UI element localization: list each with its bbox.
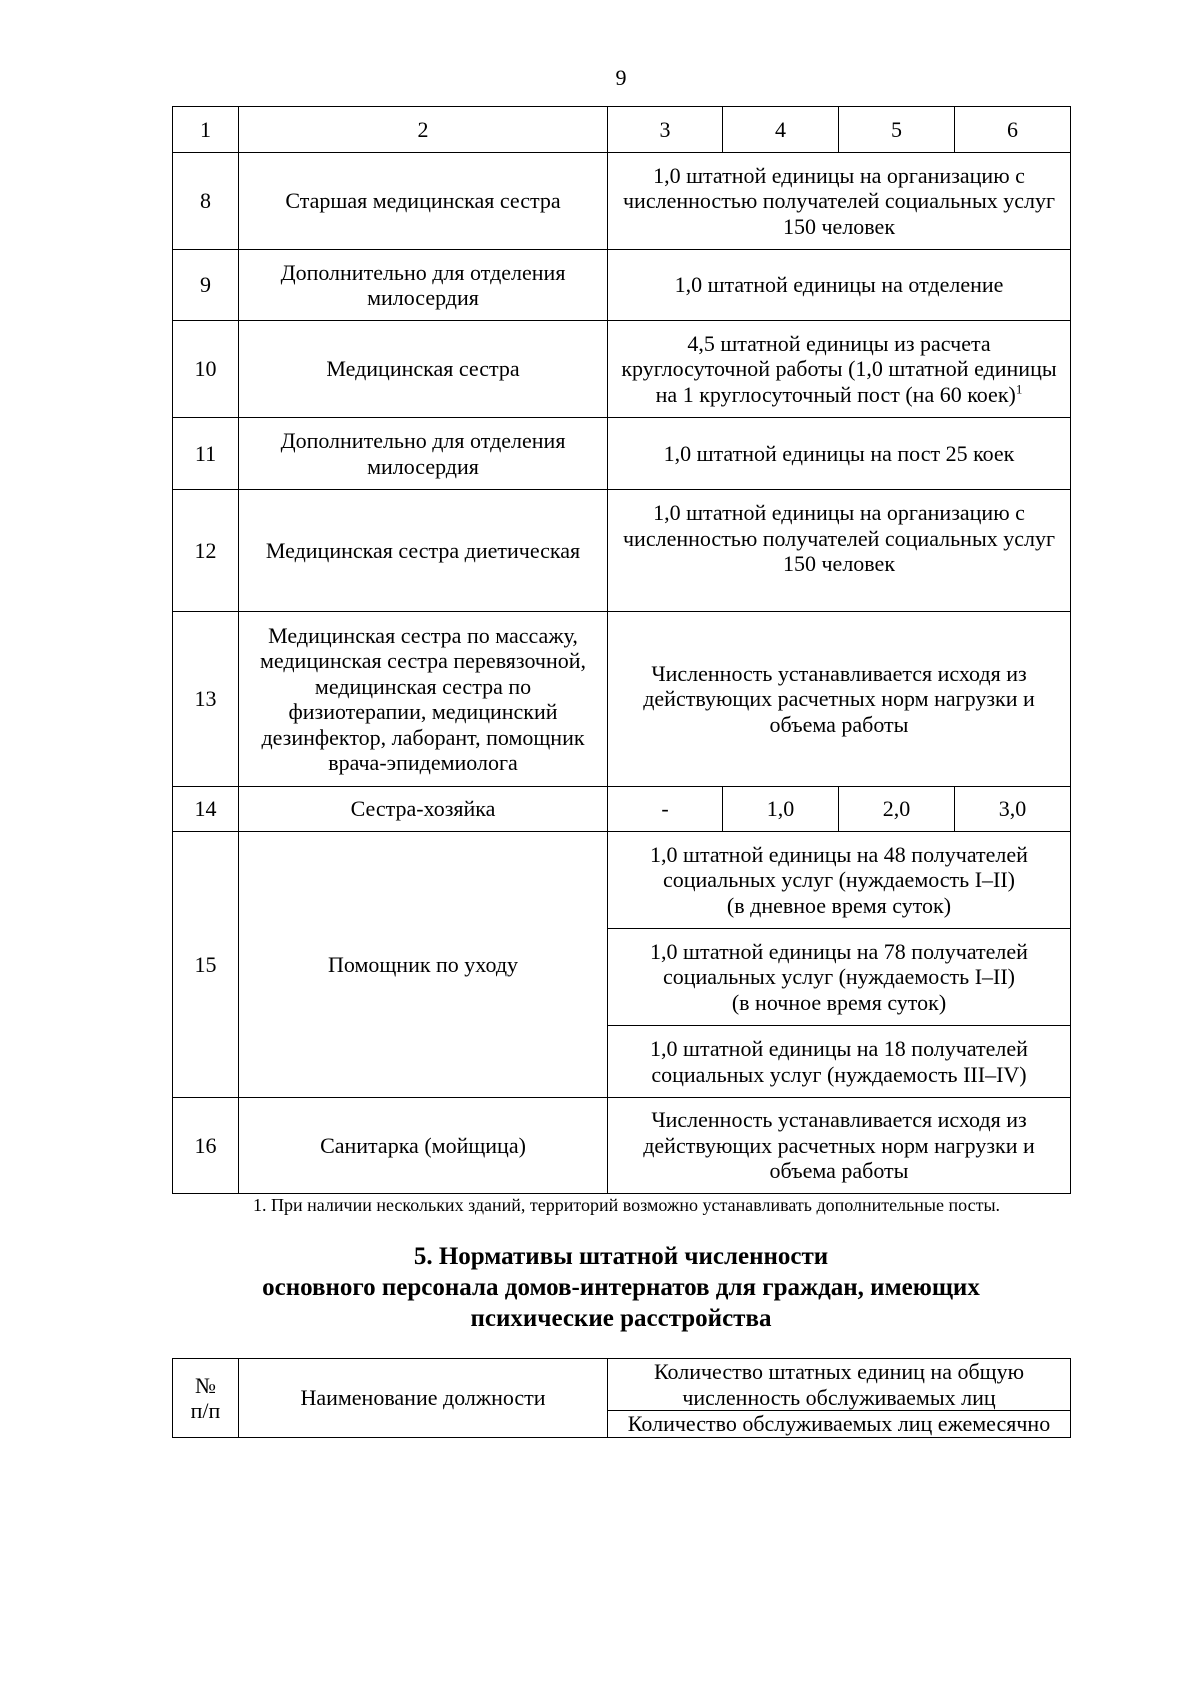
served-persons-header-cell: Количество обслуживаемых лиц ежемесячно [608, 1411, 1071, 1438]
staff-norm-cell: Численность устанавливается исходя из действующих расчетных норм нагрузки и объема работы [608, 612, 1071, 787]
column-number-cell: 4 [723, 107, 839, 153]
position-name-cell: Сестра-хозяйка [239, 787, 608, 832]
position-name-cell: Старшая медицинская сестра [239, 153, 608, 250]
staff-norm-cell: Численность устанавливается исходя из действующих расчетных норм нагрузки и объема работы [608, 1098, 1071, 1194]
number-header-cell: № п/п [173, 1359, 239, 1438]
position-name-cell: Помощник по уходу [239, 832, 608, 1098]
position-header-cell: Наименование должности [239, 1359, 608, 1438]
position-name-cell: Дополнительно для отделения милосердия [239, 250, 608, 321]
table-row [173, 418, 1071, 490]
table-row [173, 321, 1071, 418]
staff-norm-cell [608, 321, 1071, 418]
staff-count-cell: 2,0 [839, 787, 955, 832]
position-name-cell: Дополнительно для отделения милосердия [239, 418, 608, 490]
table-row [173, 832, 1071, 929]
staff-count-cell: - [608, 787, 723, 832]
staff-norm-cell: 1,0 штатной единицы на организацию с численностью получателей социальных услуг 150 человек [608, 490, 1071, 612]
table-body [173, 1359, 1071, 1438]
column-number-cell: 2 [239, 107, 608, 153]
staff-norm-cell: 1,0 штатной единицы на пост 25 коек [608, 418, 1071, 490]
row-number-cell: 16 [173, 1098, 239, 1194]
column-number-cell: 1 [173, 107, 239, 153]
staff-count-header-cell: Количество штатных единиц на общую численность обслуживаемых лиц [608, 1359, 1071, 1411]
row-number-cell: 9 [173, 250, 239, 321]
section-heading: 5. Нормативы штатной численности основного персонала домов-интернатов для граждан, имеющих психические расстройства [262, 1243, 980, 1332]
staff-count-cell: 3,0 [955, 787, 1071, 832]
table-row [173, 612, 1071, 787]
row-number-cell: 10 [173, 321, 239, 418]
position-name-cell: Медицинская сестра [239, 321, 608, 418]
section-5-table-header [172, 1358, 1071, 1438]
position-name-cell: Санитарка (мойщица) [239, 1098, 608, 1194]
table-row [173, 153, 1071, 250]
staffing-norms-table [172, 106, 1071, 1194]
page-number: 9 [615, 65, 627, 90]
footnote: 1. При наличии нескольких зданий, территорий возможно устанавливать дополнительные посты. [253, 1195, 1001, 1215]
staff-norm-cell: 1,0 штатной единицы на организацию с численностью получателей социальных услуг 150 человек [608, 153, 1071, 250]
row-number-cell: 13 [173, 612, 239, 787]
column-number-cell: 6 [955, 107, 1071, 153]
row-number-cell: 11 [173, 418, 239, 490]
table-body [173, 107, 1071, 1194]
staff-norm-cell: 1,0 штатной единицы на отделение [608, 250, 1071, 321]
column-number-cell: 3 [608, 107, 723, 153]
row-number-cell: 14 [173, 787, 239, 832]
staff-norm-text: 4,5 штатной единицы из расчета круглосуточной работы (1,0 штатной единицы на 1 круглосуточный пост (на 60 коек) [621, 330, 1057, 407]
table-row [173, 1098, 1071, 1194]
staff-norm-cell: 1,0 штатной единицы на 48 получателей социальных услуг (нуждаемость I–II) (в дневное время суток) [608, 832, 1071, 929]
table-row [173, 250, 1071, 321]
table-row [173, 490, 1071, 612]
column-number-row [173, 107, 1071, 153]
row-number-cell: 15 [173, 832, 239, 1098]
row-number-cell: 8 [173, 153, 239, 250]
row-number-cell: 12 [173, 490, 239, 612]
staff-norm-cell: 1,0 штатной единицы на 78 получателей социальных услуг (нуждаемость I–II) (в ночное время суток) [608, 929, 1071, 1026]
header-row [173, 1359, 1071, 1411]
column-number-cell: 5 [839, 107, 955, 153]
staff-count-cell: 1,0 [723, 787, 839, 832]
table-row [173, 787, 1071, 832]
position-name-cell: Медицинская сестра диетическая [239, 490, 608, 612]
staff-norm-cell: 1,0 штатной единицы на 18 получателей социальных услуг (нуждаемость III–IV) [608, 1026, 1071, 1098]
position-name-cell: Медицинская сестра по массажу, медицинская сестра перевязочной, медицинская сестра по физиотерапии, медицинский дезинфектор, лаборант, помощник врача-эпидемиолога [239, 612, 608, 787]
footnote-marker: 1 [1015, 381, 1023, 397]
